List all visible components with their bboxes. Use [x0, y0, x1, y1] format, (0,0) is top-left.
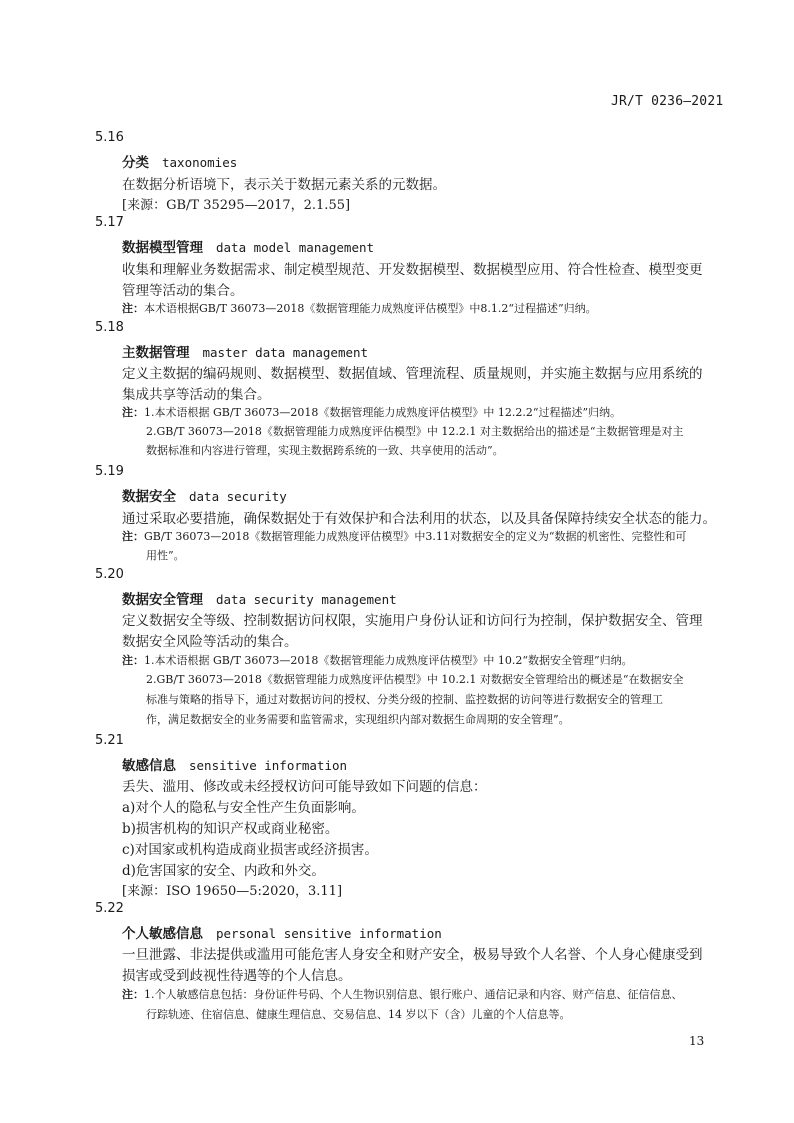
clause-number: 5.22 — [95, 901, 124, 916]
note-line: 标准与策略的指导下，通过对数据访问的授权、分类分级的控制、监控数据的访问等进行数据安全的管理工 — [146, 693, 663, 706]
note — [122, 300, 597, 316]
list-item: d)危害国家的安全、内政和外交。 — [122, 863, 325, 879]
definition-line: 管理等活动的集合。 — [122, 283, 244, 299]
note — [122, 404, 621, 420]
note-line: 数据标准和内容进行管理，实现主数据跨系统的一致、共享使用的活动”。 — [146, 444, 504, 457]
note-label: 注： — [122, 988, 144, 1001]
term-heading — [122, 754, 347, 774]
term-english: sensitive information — [189, 758, 348, 773]
note-line: 行踪轨迹、住宿信息、健康生理信息、交易信息、14 岁以下（含）儿童的个人信息等。 — [146, 1008, 571, 1021]
term-heading — [122, 485, 287, 505]
clause-number: 5.18 — [95, 320, 124, 335]
note-text: 1.本术语根据 GB/T 36073—2018《数据管理能力成熟度评估模型》中 10.2“数据安全管理”归纳。 — [144, 654, 633, 667]
source-reference: [来源：GB/T 35295—2017，2.1.55] — [122, 198, 351, 213]
definition-line: 数据安全风险等活动的集合。 — [122, 634, 298, 650]
note-text: 1.本术语根据 GB/T 36073—2018《数据管理能力成熟度评估模型》中 12.2.2“过程描述”归纳。 — [144, 406, 622, 419]
definition-line: 集成共享等活动的集合。 — [122, 387, 271, 403]
clause-number: 5.16 — [95, 130, 124, 145]
definition-line: 损害或受到歧视性待遇等的个人信息。 — [122, 968, 352, 984]
definition-line: 定义数据安全等级、控制数据访问权限，实施用户身份认证和访问行为控制，保护数据安全、管理 — [122, 613, 703, 629]
term-english: data security management — [216, 592, 397, 607]
term-chinese: 数据安全管理 — [122, 592, 203, 608]
note-label: 注： — [122, 302, 144, 315]
note-line: 2.GB/T 36073—2018《数据管理能力成熟度评估模型》中 10.2.1 对数据安全管理给出的概述是“在数据安全 — [146, 673, 684, 686]
note-line: 2.GB/T 36073—2018《数据管理能力成熟度评估模型》中 12.2.1 对主数据给出的描述是“主数据管理是对主 — [146, 425, 684, 438]
term-chinese: 分类 — [122, 155, 149, 171]
note — [122, 652, 633, 668]
term-heading — [122, 588, 397, 608]
term-chinese: 数据安全 — [122, 489, 176, 505]
definition: 通过采取必要措施，确保数据处于有效保护和合法利用的状态，以及具备保障持续安全状态的能力。 — [122, 511, 716, 527]
note — [122, 986, 683, 1002]
term-english: taxonomies — [162, 155, 238, 170]
clause-number: 5.19 — [95, 464, 124, 479]
list-item: b)损害机构的知识产权或商业秘密。 — [122, 821, 339, 837]
term-heading — [122, 922, 442, 942]
note-label: 注： — [122, 654, 144, 667]
definition-line: 一旦泄露、非法提供或滥用可能危害人身安全和财产安全，极易导致个人名誉、个人身心健康受到 — [122, 947, 703, 963]
term-chinese: 敏感信息 — [122, 758, 176, 774]
definition-line: 定义主数据的编码规则、数据模型、数据值域、管理流程、质量规则，并实施主数据与应用系统的 — [122, 366, 703, 382]
source-reference: [来源：ISO 19650—5:2020，3.11] — [122, 884, 343, 899]
list-item: c)对国家或机构造成商业损害或经济损害。 — [122, 842, 378, 858]
note-line: 用性”。 — [146, 549, 185, 562]
term-heading — [122, 341, 368, 361]
standard-id-header: JR/T 0236—2021 — [611, 94, 724, 109]
term-chinese: 个人敏感信息 — [122, 926, 203, 942]
term-chinese: 主数据管理 — [122, 345, 190, 361]
term-heading — [122, 151, 237, 171]
term-english: personal sensitive information — [216, 926, 442, 941]
definition: 在数据分析语境下，表示关于数据元素关系的元数据。 — [122, 177, 446, 193]
note — [122, 528, 687, 544]
clause-number: 5.17 — [95, 215, 124, 230]
note-label: 注： — [122, 406, 144, 419]
definition-line: 收集和理解业务数据需求、制定模型规范、开发数据模型、数据模型应用、符合性检查、模型变更 — [122, 262, 703, 278]
clause-number: 5.21 — [95, 733, 124, 748]
definition: 丢失、滥用、修改或未经授权访问可能导致如下问题的信息： — [122, 779, 487, 795]
term-chinese: 数据模型管理 — [122, 240, 203, 256]
note-line: 作，满足数据安全的业务需要和监管需求，实现组织内部对数据生命周期的安全管理”。 — [146, 713, 570, 726]
note-text: GB/T 36073—2018《数据管理能力成熟度评估模型》中3.11对数据安全的定义为“数据的机密性、完整性和可 — [144, 530, 687, 543]
note-text: 1.个人敏感信息包括：身份证件号码、个人生物识别信息、银行账户、通信记录和内容、财产信息、征信信息、 — [144, 988, 683, 1001]
list-item: a)对个人的隐私与安全性产生负面影响。 — [122, 800, 365, 816]
note-label: 注： — [122, 530, 144, 543]
clause-number: 5.20 — [95, 567, 124, 582]
term-english: data security — [189, 489, 287, 504]
term-heading — [122, 236, 374, 256]
note-text: 本术语根据GB/T 36073—2018《数据管理能力成熟度评估模型》中8.1.2“过程描述”归纳。 — [144, 302, 597, 315]
term-english: data model management — [216, 240, 375, 255]
page-number: 13 — [689, 1034, 705, 1048]
term-english: master data management — [202, 345, 369, 360]
